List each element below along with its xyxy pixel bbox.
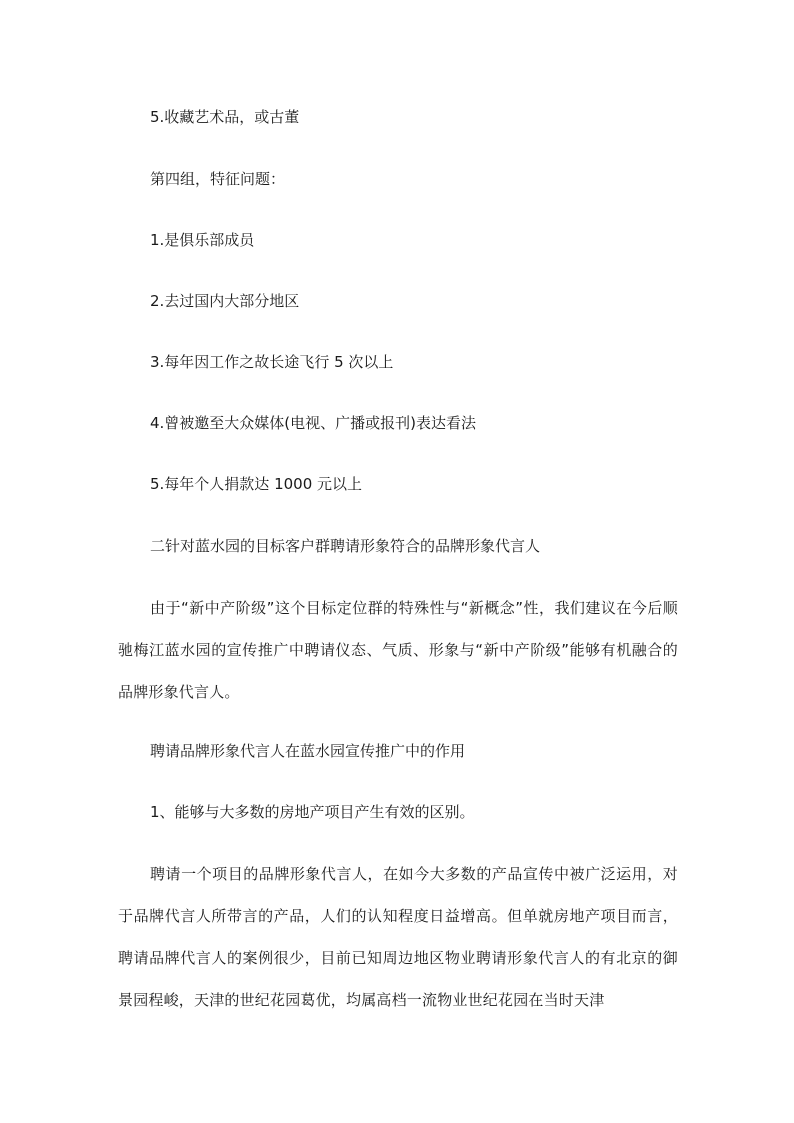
point-heading: 1、能够与大多数的房地产项目产生有效的区别。 bbox=[150, 803, 475, 821]
list-item: 4.曾被邀至大众媒体(电视、广播或报刊)表达看法 bbox=[150, 414, 477, 432]
body-paragraph: 由于“新中产阶级”这个目标定位群的特殊性与“新概念”性，我们建议在今后顺驰梅江蓝水园的宣传推广中聘请仪态、气质、形象与“新中产阶级”能够有机融合的品牌形象代言人。 bbox=[118, 599, 678, 701]
body-paragraph: 聘请一个项目的品牌形象代言人，在如今大多数的产品宣传中被广泛运用，对于品牌代言人所带言的产品，人们的认知程度日益增高。但单就房地产项目而言，聘请品牌代言人的案例很少，目前已知周边地区物业聘请形象代言人的有北京的御景园程峻，天津的世纪花园葛优，均属高档一流物业世纪花园在当时天津 bbox=[118, 865, 678, 1009]
section-heading: 第四组，特征问题： bbox=[150, 170, 286, 188]
list-item: 5.每年个人捐款达 1000 元以上 bbox=[150, 475, 363, 493]
section-heading: 二针对蓝水园的目标客户群聘请形象符合的品牌形象代言人 bbox=[150, 537, 541, 555]
list-item: 1.是俱乐部成员 bbox=[150, 231, 255, 249]
section-heading: 聘请品牌形象代言人在蓝水园宣传推广中的作用 bbox=[150, 742, 466, 760]
list-item: 5.收藏艺术品，或古董 bbox=[150, 108, 300, 126]
list-item: 3.每年因工作之故长途飞行 5 次以上 bbox=[150, 353, 394, 371]
list-item: 2.去过国内大部分地区 bbox=[150, 292, 300, 310]
